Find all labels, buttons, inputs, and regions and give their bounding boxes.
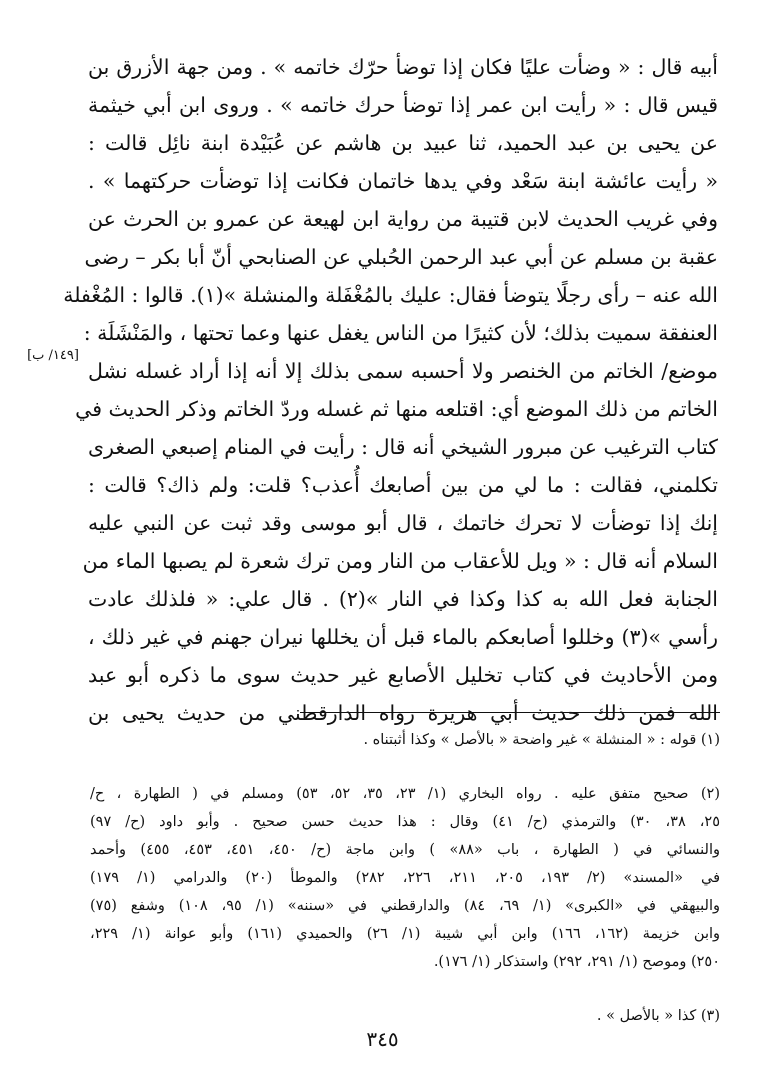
text-line: عقبة بن مسلم عن أبي عبد الرحمن الحُبلي عن الصنابحي أنّ أبا بكر – رضى <box>84 245 718 269</box>
text-line: الله عنه – رأى رجلًا يتوضأ فقال: عليك بالمُغْفَلة والمنشلة »(١). قالوا : المُغْفلة <box>63 283 718 307</box>
text-line: ومن الأحاديث في كتاب تخليل الأصابع غير حديث سوى ما ذكره أبو عبد <box>88 663 718 687</box>
text-line: الجنابة فعل الله به كذا وكذا في النار »(٢) . قال علي: « فلذلك عادت <box>88 587 718 611</box>
footnote-2-line: في «المسند» (٢/ ١٩٣، ٢٠٥، ٢١١، ٢٢٦، ٢٨٢) والموطأ (٢٠) والدرامي (١/ ١٧٩) <box>90 870 721 886</box>
footnote-2-line: وابن خزيمة (١٦٢، ١٦٦) وابن أبي شيبة (١/ ٢٦) والحميدي (١٦١) وأبو عوانة (١/ ٢٢٩، <box>90 926 721 942</box>
main-text <box>63 48 718 732</box>
text-line: أبيه قال : « وضأت عليًا فكان إذا توضأ حرّك خاتمه » . ومن جهة الأزرق بن <box>88 55 718 79</box>
footnote-2-line: ٢٥٠) وموصح (١/ ٢٩١، ٢٩٢) واستذكار (١/ ١٧٦). <box>433 954 720 970</box>
text-line: قيس قال : « رأيت ابن عمر إذا توضأ حرك خاتمه » . وروى ابن أبي خيثمة <box>88 93 718 117</box>
footnote-1: (١) قوله : « المنشلة » غير واضحة « بالأصل » وكذا أثبتناه . <box>363 732 720 748</box>
text-line: تكلمني، فقالت : ما لي من بين أصابعك أُعذب؟ قلت: ولم ذاك؟ قالت : <box>88 473 718 497</box>
text-line: رأسي »(٣) وخللوا أصابعكم بالماء قبل أن يخللها نيران جهنم في غير ذلك ، <box>88 625 718 649</box>
text-line: العنفقة سميت بذلك؛ لأن كثيرًا من الناس يغفل عنها وعما تحتها ، والمَنْشَلَة : <box>83 321 718 345</box>
text-line: السلام أنه قال : « ويل للأعقاب من النار ومن ترك شعرة لم يصبها الماء من <box>82 549 718 573</box>
footnote-2-line: (٢) صحيح متفق عليه . رواه البخاري (١/ ٢٣، ٣٥، ٥٢، ٥٣) ومسلم في ( الطهارة ، ح/ <box>90 786 720 802</box>
text-line: الله فمن ذلك حديث أبي هريرة رواه الدارقطني من حديث يحيى بن <box>88 701 718 725</box>
footnote-separator <box>300 712 720 713</box>
footnote-2-line: والبيهقي في «الكبرى» (١/ ٦٩، ٨٤) والدارقطني في «سننه» (١/ ٩٥، ١٠٨) وشفع (٧٥) <box>90 898 721 914</box>
text-line: الخاتم من ذلك الموضع أي: اقتلعه منها ثم غسله وردّ الخاتم وذكر الحديث في <box>75 397 718 421</box>
footnote-3: (٣) كذا « بالأصل » . <box>596 1008 720 1024</box>
text-line: « رأيت عائشة ابنة سَعْد وفي يدها خاتمان فكانت إذا توضأت حركتهما » . <box>88 169 718 193</box>
text-line: وفي غريب الحديث لابن قتيبة من رواية ابن لهيعة عن عمرو بن الحرث عن <box>88 207 718 231</box>
text-line: موضع/ الخاتم من الخنصر ولا أحسبه سمى بذلك إلا أنه إذا أراد غسله نشل <box>88 359 718 383</box>
manuscript-folio-note: [١٤٩/ ب] <box>27 348 79 363</box>
footnotes <box>90 726 720 1030</box>
footnote-2-line: والنسائي في ( الطهارة ، باب «٨٨» ) وابن ماجة (ح/ ٤٥٠، ٤٥١، ٤٥٣، ٤٥٥) وأحمد <box>90 842 720 858</box>
page-number: ٣٤٥ <box>366 1027 399 1051</box>
text-line: عن يحيى بن عبد الحميد، ثنا عبيد بن هاشم عن عُبَيْدة ابنة نائِل قالت : <box>88 131 718 155</box>
text-line: كتاب الترغيب عن مبرور الشيخي أنه قال : رأيت في المنام إصبعي الصغرى <box>88 435 718 459</box>
footnote-2-line: ٢٥، ٣٨، ٣٠) والترمذي (ح/ ٤١) وقال : هذا حديث حسن صحيح . وأبو داود (ح/ ٩٧) <box>90 814 720 830</box>
text-line: إنك إذا توضأت لا تحرك خاتمك ، قال أبو موسى وقد ثبت عن النبي عليه <box>88 511 718 535</box>
